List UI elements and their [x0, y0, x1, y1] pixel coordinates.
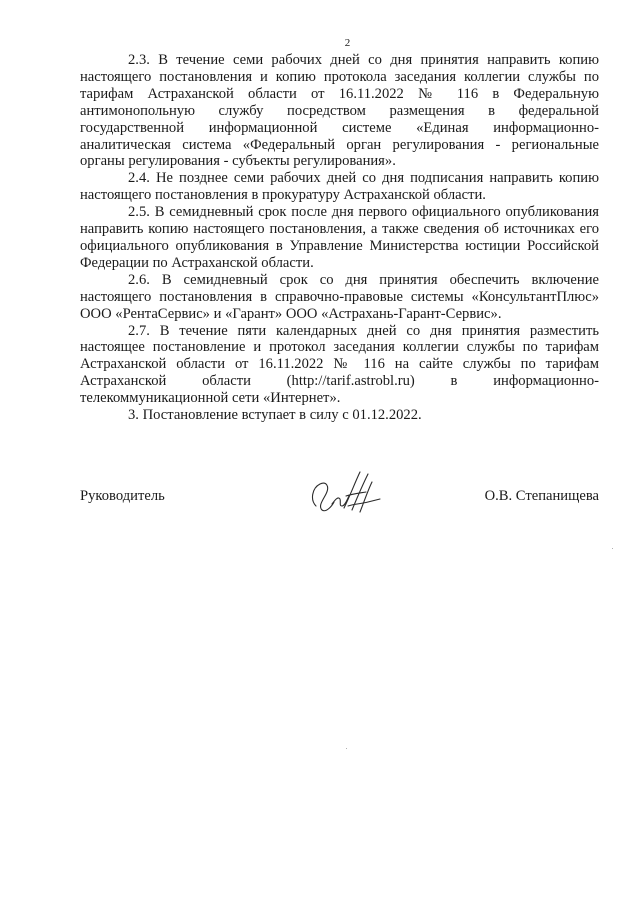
paragraph-2-5: 2.5. В семидневный срок после дня первого официального опубликования направить копию настоящего постановления, а также сведения об источниках его официального опубликования в Управление Министерства юстиции Российской Федерации по Астраханской области. [80, 204, 599, 271]
paragraph-2-7: 2.7. В течение пяти календарных дней со дня принятия разместить настоящее постановление и протокол заседания коллегии службы по тарифам Астраханской области от 16.11.2022 № 116 на сайте службы по тарифам Астраханской области (http://tarif.astrobl.ru) в информационно-телекоммуникационной сети «Интернет». [80, 322, 599, 407]
paragraph-2-4: 2.4. Не позднее семи рабочих дней со дня подписания направить копию настоящего постановления в прокуратуру Астраханской области. [80, 170, 599, 204]
signatory-role: Руководитель [80, 488, 165, 504]
paragraph-2-3: 2.3. В течение семи рабочих дней со дня принятия направить копию настоящего постановления и копию протокола заседания коллегии службы по тарифам Астраханской области от 16.11.2022 № 116 в Федеральную антимонопольную службу посредством размещения в федеральной государственной информационной системе «Единая информационно-аналитическая система «Федеральный орган регулирования - региональные органы регулирования - субъекты регулирования». [80, 52, 599, 170]
scan-speck [612, 548, 613, 549]
document-body [80, 52, 599, 424]
paragraph-3: 3. Постановление вступает в силу с 01.12.2022. [128, 407, 422, 424]
signatory-name: О.В. Степанищева [484, 488, 599, 504]
page-number: 2 [344, 37, 351, 49]
handwritten-signature-icon [302, 466, 386, 520]
signature-block [80, 466, 599, 526]
paragraph-2-6: 2.6. В семидневный срок со дня принятия обеспечить включение настоящего постановления в справочно-правовые системы «КонсультантПлюс» ООО «РентаСервис» и «Гарант» ООО «Астрахань-Гарант-Сервис». [80, 271, 599, 322]
scan-speck [346, 748, 347, 749]
